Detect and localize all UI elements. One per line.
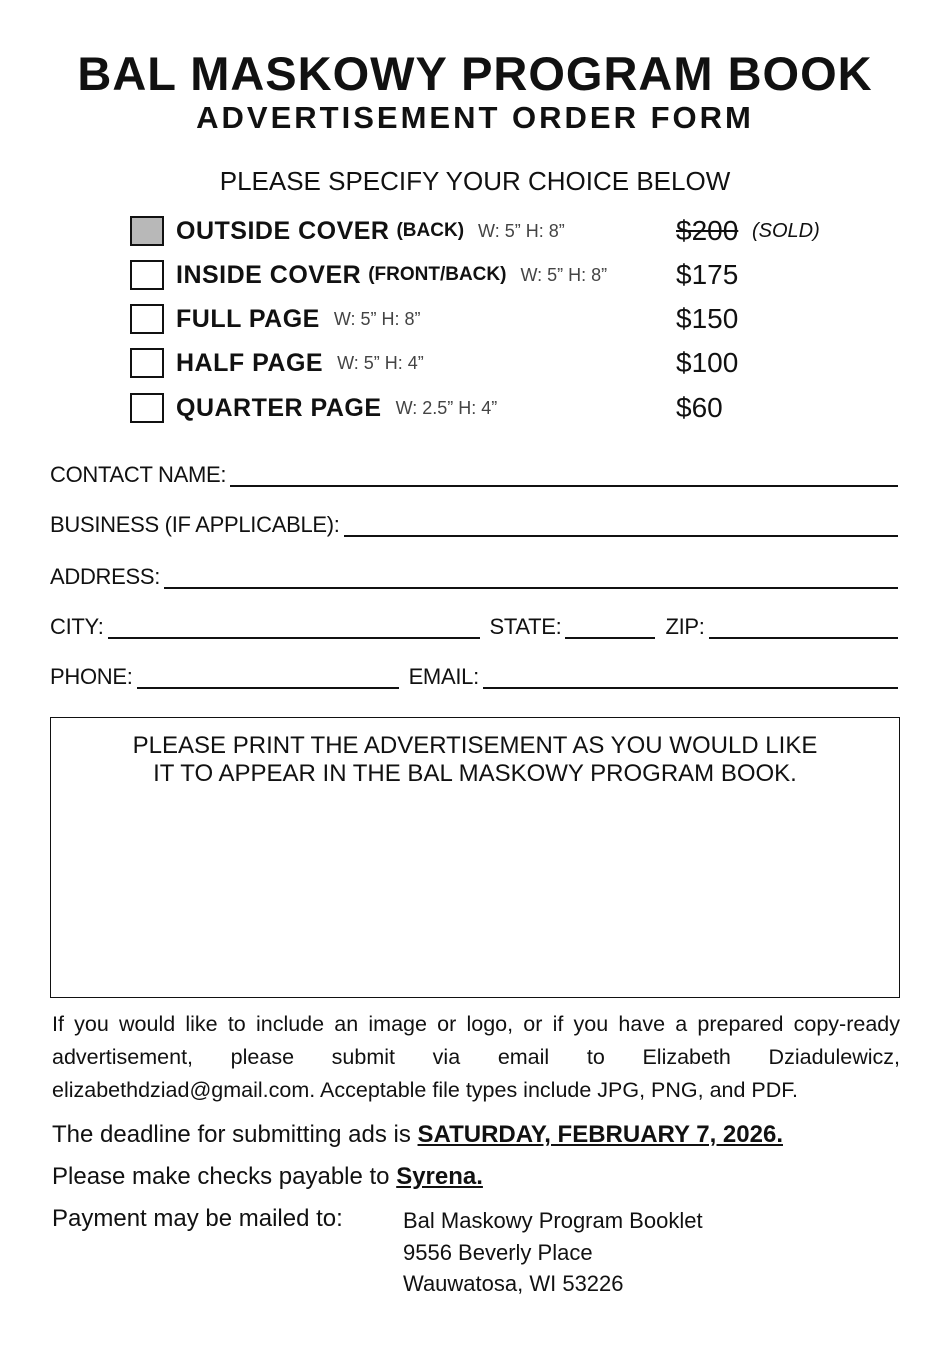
- contact-name-row: [50, 457, 898, 487]
- phone-input[interactable]: [137, 667, 399, 689]
- email-label: EMAIL:: [408, 664, 479, 689]
- email-input[interactable]: [483, 667, 898, 689]
- full-page-checkbox[interactable]: [130, 304, 164, 334]
- option-quarter-page[interactable]: [130, 390, 850, 426]
- city-state-zip-row: [50, 609, 898, 639]
- option-half-page[interactable]: [130, 345, 850, 381]
- advertisement-instructions: [51, 732, 899, 788]
- deadline-date: SATURDAY, FEBRUARY 7, 2026.: [417, 1121, 783, 1148]
- business-label: BUSINESS (IF APPLICABLE):: [50, 512, 340, 537]
- option-label: INSIDE COVER: [176, 260, 362, 289]
- option-dimensions: W: 5” H: 8”: [520, 264, 608, 285]
- option-dimensions: W: 5” H: 4”: [337, 352, 424, 373]
- city-input[interactable]: [108, 617, 480, 639]
- mail-label: Payment may be mailed to:: [52, 1205, 343, 1232]
- ad-instruction-line-1: PLEASE PRINT THE ADVERTISEMENT AS YOU WOULD LIKE: [132, 732, 818, 759]
- choice-instruction: PLEASE SPECIFY YOUR CHOICE BELOW: [219, 166, 731, 196]
- option-label: OUTSIDE COVER: [176, 216, 390, 245]
- option-label: QUARTER PAGE: [176, 393, 382, 422]
- quarter-page-checkbox[interactable]: [130, 393, 164, 423]
- phone-label: PHONE:: [50, 664, 133, 689]
- ad-instruction-line-2: IT TO APPEAR IN THE BAL MASKOWY PROGRAM BOOK.: [153, 760, 797, 787]
- option-dimensions: W: 5” H: 8”: [478, 220, 565, 241]
- outside-cover-checkbox[interactable]: [130, 216, 164, 246]
- option-inside-cover[interactable]: [130, 257, 850, 293]
- option-qualifier: (BACK): [396, 220, 465, 241]
- option-dimensions: W: 2.5” H: 4”: [395, 397, 498, 418]
- option-price: $200: [676, 215, 739, 246]
- contact-name-input[interactable]: [230, 465, 898, 487]
- address-row: [50, 559, 898, 589]
- zip-label: ZIP:: [665, 614, 705, 639]
- city-label: CITY:: [50, 614, 104, 639]
- option-outside-cover[interactable]: [130, 213, 850, 249]
- option-price: $60: [676, 392, 723, 423]
- business-input[interactable]: [344, 515, 898, 537]
- option-price: $150: [676, 303, 739, 334]
- state-input[interactable]: [565, 617, 655, 639]
- sold-badge: (SOLD): [752, 220, 820, 242]
- state-label: STATE:: [489, 614, 562, 639]
- phone-email-row: [50, 659, 898, 689]
- checks-prefix: Please make checks payable to: [52, 1163, 397, 1190]
- submission-note: If you would like to include an image or logo, or if you have a prepared copy-ready advertisement, please submit via email to Elizabeth Dziadulewicz, elizabethdziad@gmail.com. Acceptable file types include JPG, PNG, and PDF.: [52, 1012, 900, 1102]
- option-price: $175: [676, 259, 739, 290]
- option-label: HALF PAGE: [176, 348, 324, 377]
- inside-cover-checkbox[interactable]: [130, 260, 164, 290]
- address-label: ADDRESS:: [50, 564, 161, 589]
- deadline-line: [52, 1118, 783, 1152]
- zip-input[interactable]: [709, 617, 898, 639]
- mail-address-line-1: Bal Maskowy Program Booklet: [403, 1208, 703, 1233]
- option-label: FULL PAGE: [176, 304, 320, 333]
- mail-address-line-2: 9556 Beverly Place: [403, 1240, 593, 1265]
- option-qualifier: (FRONT/BACK): [368, 264, 507, 285]
- option-full-page[interactable]: [130, 301, 850, 337]
- option-price: $100: [676, 347, 739, 378]
- advertisement-textarea[interactable]: [50, 717, 900, 998]
- deadline-prefix: The deadline for submitting ads is: [52, 1121, 418, 1148]
- mail-address-line-3: Wauwatosa, WI 53226: [403, 1271, 624, 1296]
- form-title: BAL MASKOWY PROGRAM BOOK: [77, 47, 873, 100]
- form-subtitle: ADVERTISEMENT ORDER FORM: [196, 100, 754, 135]
- business-row: [50, 507, 898, 537]
- address-input[interactable]: [164, 567, 898, 589]
- contact-name-label: CONTACT NAME:: [50, 462, 227, 487]
- payee-name: Syrena.: [396, 1163, 483, 1190]
- option-dimensions: W: 5” H: 8”: [333, 308, 421, 329]
- checks-line: [52, 1160, 483, 1194]
- half-page-checkbox[interactable]: [130, 348, 164, 378]
